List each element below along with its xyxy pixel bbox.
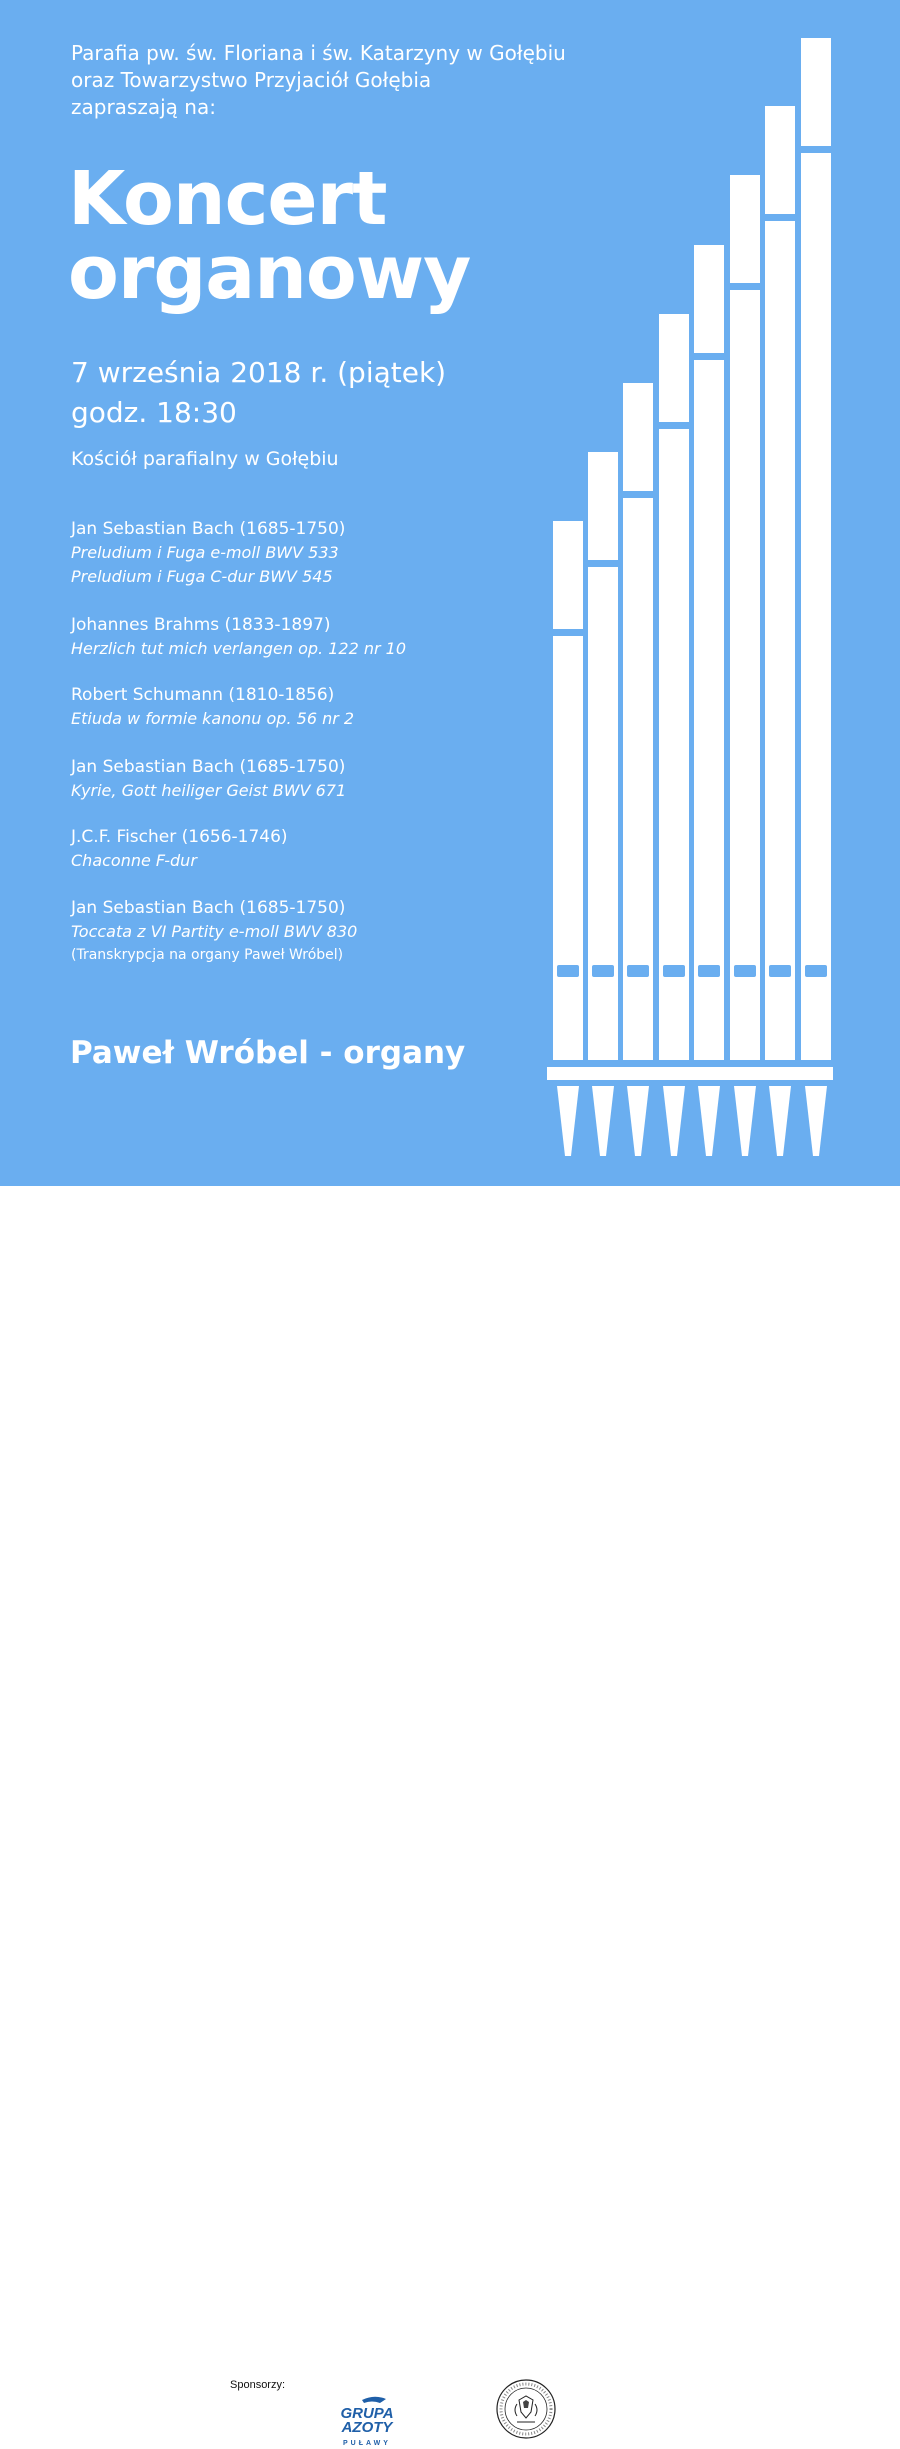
- composer-name: Jan Sebastian Bach (1685-1750): [71, 519, 346, 539]
- logo-text-grupa: GRUPA: [340, 2405, 394, 2422]
- composer-name: Jan Sebastian Bach (1685-1750): [71, 898, 346, 918]
- event-venue: Kościół parafialny w Gołębiu: [71, 448, 339, 470]
- work-title: Etiuda w formie kanonu op. 56 nr 2: [71, 709, 355, 728]
- program-item: [71, 517, 345, 589]
- work-title: Preludium i Fuga C-dur BWV 545: [71, 567, 333, 586]
- work-title: Toccata z VI Partity e-moll BWV 830: [71, 922, 358, 941]
- program-item: [71, 896, 357, 966]
- organ-pipes-icon: [547, 38, 833, 1156]
- performer-name: Paweł Wróbel - organy: [70, 1035, 466, 1071]
- logo-text-pulawy: PUŁAWY: [343, 2440, 391, 2447]
- sponsors-label: Sponsorzy:: [230, 2379, 286, 2391]
- society-seal-logo: [495, 2378, 557, 2440]
- title-line-2: organowy: [68, 230, 471, 316]
- work-title: Kyrie, Gott heiliger Geist BWV 671: [71, 781, 347, 800]
- composer-name: Jan Sebastian Bach (1685-1750): [71, 757, 346, 777]
- organ-pipes-illustration: [545, 30, 845, 1186]
- logo-text-azoty: AZOTY: [341, 2419, 393, 2436]
- intro-line-1: Parafia pw. św. Floriana i św. Katarzyny w Gołębiu: [71, 41, 566, 65]
- grupa-azoty-logo: [322, 2394, 412, 2449]
- event-date: 7 września 2018 r. (piątek): [71, 356, 447, 389]
- composer-name: Robert Schumann (1810-1856): [71, 685, 335, 705]
- swoosh-icon: [362, 2397, 386, 2403]
- work-title: Preludium i Fuga e-moll BWV 533: [71, 543, 339, 562]
- program-item: [71, 683, 354, 731]
- poster: [0, 0, 900, 1186]
- intro-line-3: zapraszają na:: [71, 95, 216, 119]
- program-item: [71, 613, 406, 661]
- program-item: [71, 755, 346, 803]
- work-title: Chaconne F-dur: [71, 851, 197, 870]
- title-line-1: Koncert: [68, 156, 387, 242]
- composer-name: Johannes Brahms (1833-1897): [71, 615, 331, 635]
- intro-text: [71, 40, 566, 121]
- poster-title: [68, 156, 471, 316]
- transcription-note: (Transkrypcja na organy Paweł Wróbel): [71, 947, 344, 963]
- program-item: [71, 825, 288, 873]
- intro-line-2: oraz Towarzystwo Przyjaciół Gołębia: [71, 68, 432, 92]
- sponsors-footer: [0, 1186, 900, 2447]
- composer-name: J.C.F. Fischer (1656-1746): [71, 827, 288, 847]
- event-time: godz. 18:30: [71, 396, 237, 429]
- work-title: Herzlich tut mich verlangen op. 122 nr 10: [71, 639, 407, 658]
